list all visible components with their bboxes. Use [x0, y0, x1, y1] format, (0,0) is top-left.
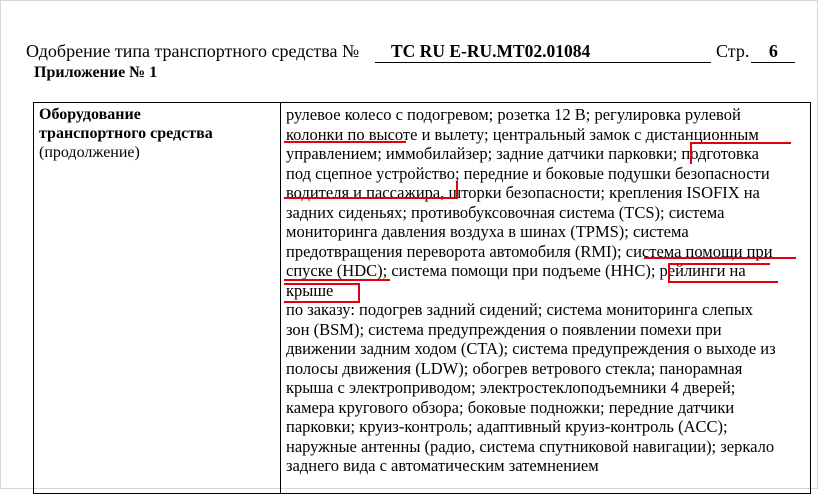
- equipment-line: задних сиденьях; противобуксовочная система (TCS); система: [286, 202, 725, 222]
- equipment-line: камера кругового обзора; боковые подножки; передние датчики: [286, 397, 735, 417]
- annotation-underline: [284, 141, 406, 143]
- approval-number-field: [375, 41, 711, 63]
- equipment-line: заднего вида с автоматическим затемнением: [286, 456, 599, 475]
- equipment-text: [286, 105, 805, 476]
- approval-number: TC RU E-RU.MT02.01084: [391, 41, 591, 61]
- equipment-line: движении задним ходом (CTA); система предупреждения о выходе из: [286, 339, 776, 358]
- row-label-line: транспортного средства: [39, 125, 213, 142]
- appendix-title: Приложение № 1: [34, 64, 158, 81]
- equipment-line: наружные антенны (радио, система спутниковой навигации); зеркало: [286, 436, 775, 456]
- equipment-line: полосы движения (LDW); обогрев ветрового стекла; панорамная: [286, 358, 743, 378]
- row-label-line: Оборудование: [39, 106, 141, 123]
- page-label: Стр.: [716, 41, 750, 61]
- equipment-table: [33, 102, 811, 494]
- table-row: [34, 103, 811, 494]
- row-content-cell: [281, 103, 811, 494]
- annotation-box: [668, 263, 770, 283]
- equipment-line: крыша с электроприводом; электростеклоподъемники 4 дверей;: [286, 378, 736, 397]
- approval-title: Одобрение типа транспортного средства №: [26, 41, 360, 61]
- equipment-line: крыше: [286, 280, 334, 300]
- equipment-line: под сцепное устройство; передние и боковые подушки безопасности: [286, 163, 770, 183]
- equipment-line: мониторинга давления воздуха в шинах (TPMS); система: [286, 222, 689, 241]
- row-label-note: (продолжение): [39, 144, 140, 161]
- annotation-underline: [668, 281, 778, 283]
- equipment-line: парковки; круиз-контроль; адаптивный круиз-контроль (ACC);: [286, 417, 728, 436]
- annotation-underline: [284, 181, 458, 199]
- equipment-line: по заказу: подогрев задний сидений; система мониторинга слепых: [286, 300, 754, 319]
- equipment-line: спуске (HDC); система помощи при подъеме (HHC); рейлинги на: [286, 261, 746, 280]
- annotation-box-top: [690, 142, 791, 164]
- equipment-line: колонки по высоте и вылету; центральный замок с дистанционным: [286, 124, 759, 144]
- row-label-cell: [34, 103, 281, 494]
- annotation-box: [284, 283, 360, 303]
- equipment-line: предотвращения переворота автомобиля (RMI); система помощи при: [286, 241, 773, 261]
- page-indicator: [716, 41, 795, 63]
- equipment-line: водителя и пассажира, шторки безопасности; крепления ISOFIX на: [286, 183, 760, 202]
- page-number: 6: [751, 41, 795, 63]
- equipment-line: управлением; иммобилайзер; задние датчики парковки; подготовка: [286, 144, 759, 163]
- equipment-line: рулевое колесо с подогревом; розетка 12 В; регулировка рулевой: [286, 105, 741, 124]
- approval-header: [26, 41, 591, 62]
- annotation-underline: [644, 257, 796, 259]
- annotation-underline: [284, 279, 390, 281]
- equipment-line: зон (BSM); система предупреждения о появлении помехи при: [286, 319, 722, 339]
